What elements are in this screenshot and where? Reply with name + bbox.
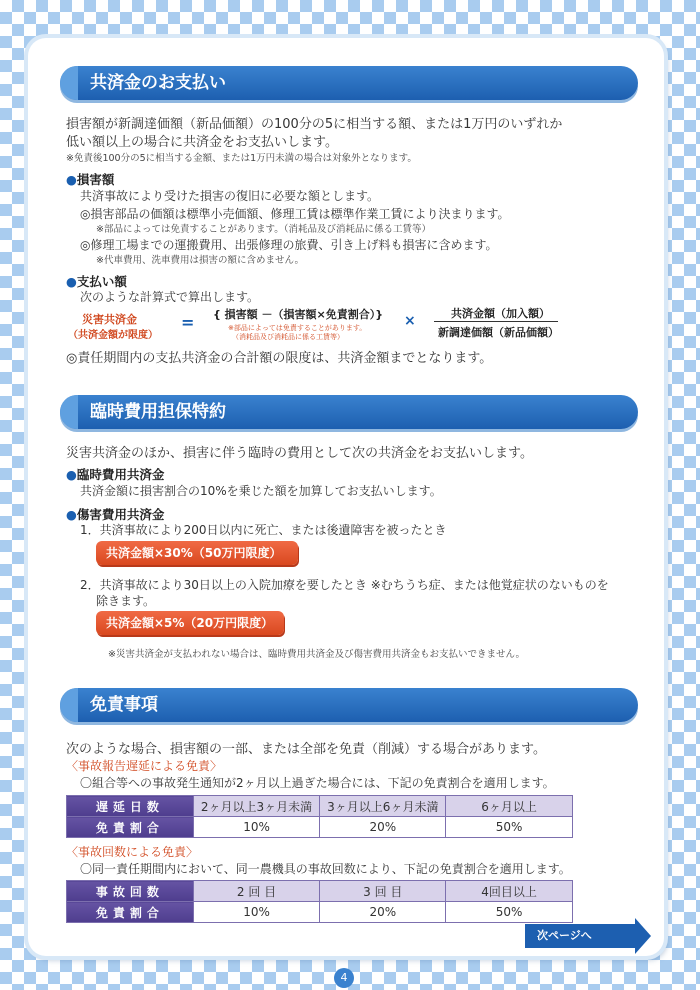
table-cell: 20% (320, 817, 446, 838)
injury-badge-1: 共済金額×30%（50万円限度） (96, 541, 298, 565)
formula-times: × (404, 313, 416, 329)
injury-note: ※災害共済金が支払われない場合は、臨時費用共済金及び傷害費用共済金もお支払いできません。 (108, 649, 526, 660)
page-number: 4 (334, 968, 354, 988)
formula-denominator: 新調達価額（新品価額） (438, 326, 559, 339)
row-label-rate: 免責割合 (67, 817, 194, 838)
table-cell: 2ヶ月以上3ヶ月未満 (193, 796, 320, 817)
count-exemption-table (66, 880, 573, 923)
injury-heading: ●傷害費用共済金 (66, 507, 165, 522)
section3-intro: 次のような場合、損害額の一部、または全部を免責（削減）する場合があります。 (66, 742, 546, 757)
table-cell: 6ヶ月以上 (446, 796, 573, 817)
table-cell: 20% (320, 902, 446, 923)
section-title: 臨時費用担保特約 (90, 402, 226, 422)
row-label-delay: 遅延日数 (67, 796, 194, 817)
bullet-icon: ● (66, 507, 77, 522)
table-cell: 10% (193, 902, 320, 923)
row-label-count: 事故回数 (67, 881, 194, 902)
section-header-payment (60, 66, 638, 100)
formula-left-1: 災害共済金 (82, 313, 137, 326)
late-exemption-table (66, 795, 573, 838)
formula-numerator: 共済金額（加入額） (451, 307, 550, 320)
payment-limit: ◎責任期間内の支払共済金の合計額の限度は、共済金額までとなります。 (66, 351, 493, 366)
count-heading: 〈事故回数による免責〉 (66, 845, 199, 859)
next-page-label: 次ページへ (537, 929, 592, 942)
intro-note: ※免責後100分の5に相当する金額、または1万円未満の場合は対象外となります。 (66, 153, 417, 164)
late-text: 〇組合等への事故発生通知が2ヶ月以上過ぎた場合には、下記の免責割合を適用します。 (80, 776, 555, 790)
formula-left-2: （共済金額が限度） (68, 330, 158, 341)
damage-heading: ●損害額 (66, 172, 115, 187)
count-text: 〇同一責任期間内において、同一農機具の事故回数により、下記の免責割合を適用します。 (80, 862, 571, 876)
intro-line-1: 損害額が新調達価額（新品価額）の100分の5に相当する額、または1万円のいずれか (66, 117, 563, 132)
table-cell: 3 回 目 (320, 881, 446, 902)
formula-middle-note-1: ※部品によっては免責することがあります。 (228, 324, 367, 332)
intro-line-2: 低い額以上の場合に共済金をお支払いします。 (66, 135, 338, 150)
injury-case-2-cont: 除きます。 (96, 594, 156, 608)
table-cell: 4回目以上 (446, 881, 573, 902)
formula-middle-note-2: （消耗品及び消耗品に係る工賃等） (232, 333, 344, 341)
table-cell: 10% (193, 817, 320, 838)
formula-middle: { 損害額 －（損害額×免責割合）} (213, 308, 384, 321)
table-row (67, 817, 573, 838)
bullet-icon: ● (66, 467, 77, 482)
section2-intro: 災害共済金のほか、損害に伴う臨時の費用として次の共済金をお支払いします。 (66, 446, 533, 461)
bullet-icon: ● (66, 172, 77, 187)
next-page-arrow[interactable] (525, 924, 635, 948)
damage-text: 共済事故により受けた損害の復旧に必要な額とします。 (80, 189, 380, 203)
section-title: 共済金のお支払い (90, 73, 226, 93)
damage-item-2: ◎修理工場までの運搬費用、出張修理の旅費、引き上げ料も損害に含めます。 (80, 238, 498, 252)
injury-badge-2: 共済金額×5%（20万円限度） (96, 611, 284, 635)
temp-text: 共済金額に損害割合の10%を乗じた額を加算してお支払いします。 (80, 484, 442, 498)
damage-item-1: ◎損害部品の価額は標準小売価額、修理工賃は標準作業工賃により決まります。 (80, 207, 510, 221)
payment-text: 次のような計算式で算出します。 (80, 290, 260, 304)
table-row (67, 796, 573, 817)
table-cell: 3ヶ月以上6ヶ月未満 (320, 796, 446, 817)
injury-case-2: 2．共済事故により30日以上の入院加療を要したとき ※むちうち症、または他覚症状のないものを (80, 578, 609, 592)
fraction-line (434, 321, 558, 322)
section-header-exemption (60, 688, 638, 722)
bullet-icon: ● (66, 274, 77, 289)
row-label-rate: 免責割合 (67, 902, 194, 923)
section-header-temp-cost (60, 395, 638, 429)
temp-heading: ●臨時費用共済金 (66, 467, 165, 482)
table-cell: 2 回 目 (193, 881, 320, 902)
late-heading: 〈事故報告遅延による免責〉 (66, 759, 223, 773)
damage-note-1: ※部品によっては免責することがあります。（消耗品及び消耗品に係る工賃等） (96, 224, 431, 235)
table-cell: 50% (446, 902, 573, 923)
table-cell: 50% (446, 817, 573, 838)
damage-note-2: ※代車費用、洗車費用は損害の額に含めません。 (96, 255, 305, 266)
formula-equals: = (181, 313, 195, 332)
table-row (67, 881, 573, 902)
payment-heading: ●支払い額 (66, 274, 127, 289)
injury-case-1: 1．共済事故により200日以内に死亡、または後遺障害を被ったとき (80, 523, 447, 537)
section-title: 免責事項 (90, 695, 158, 715)
table-row (67, 902, 573, 923)
